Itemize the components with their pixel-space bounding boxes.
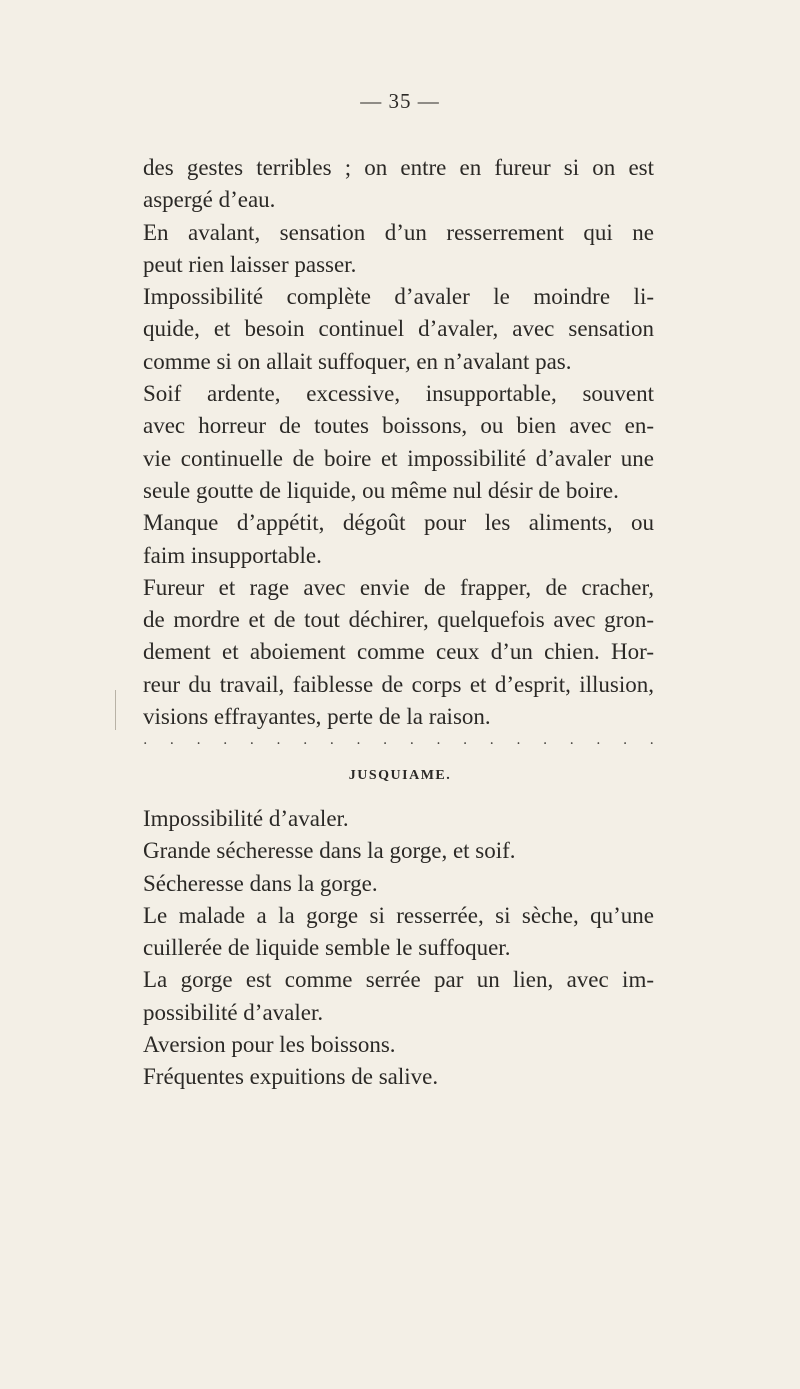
text-line: quide, et besoin continuel d’avaler, avec sensation [143,316,654,342]
page-number: — 35 — [360,89,440,113]
text-line: Fureur et rage avec envie de frapper, de cracher, [143,574,654,600]
text-line: Aversion pour les boissons. [143,1032,396,1058]
text-line: peut rien laisser passer. [143,251,357,277]
separator-dot: . [516,732,521,748]
text-line: cuillerée de liquide semble le suffoquer. [143,935,511,961]
separator-dot: . [196,732,201,748]
separator-dot: . [382,732,388,748]
separator-dot: . [143,732,148,748]
separator-dot: . [489,732,494,748]
separator-dot: . [596,732,601,748]
body-text-bottom [143,803,654,1094]
separator-dot: . [356,732,361,748]
text-line: de mordre et de tout déchirer, quelquefois avec gron- [143,607,654,633]
separator-dot: . [649,732,654,748]
text-line: comme si on allait suffoquer, en n’avalant pas. [143,348,572,374]
text-line: avec horreur de toutes boissons, ou bien avec en- [143,413,654,439]
text-line: Soif ardente, excessive, insupportable, souvent [143,381,654,407]
section-heading: JUSQUIAME. [348,768,452,783]
separator-dot: . [569,732,574,748]
separator-dot: . [436,732,441,748]
text-line: Manque d’appétit, dégoût pour les aliments, ou [143,510,654,536]
separator-dot: . [222,732,228,748]
text-line: Grande sécheresse dans la gorge, et soif. [143,838,516,864]
text-line: aspergé d’eau. [143,187,276,213]
separator-dot: . [622,732,628,748]
text-line: faim insupportable. [143,542,322,568]
text-line: En avalant, sensation d’un resserrement qui ne [143,219,654,245]
margin-mark [115,690,116,730]
text-line: La gorge est comme serrée par un lien, avec im- [143,967,654,993]
separator-dot: . [302,732,308,748]
text-line: Fréquentes expuitions de salive. [143,1064,439,1090]
body-text-top [143,152,654,733]
separator-dot: . [276,732,281,748]
text-line: seule goutte de liquide, ou même nul désir de boire. [143,477,619,503]
text-line: Impossibilité d’avaler. [143,806,349,831]
separator-dots [143,732,654,748]
text-line: possibilité d’avaler. [143,999,324,1025]
text-line: Le malade a la gorge si resserrée, si sèche, qu’une [143,902,654,928]
separator-dot: . [462,732,468,748]
separator-dot: . [329,732,335,748]
text-line: visions effrayantes, perte de la raison. [143,704,491,730]
text-line: dement et aboiement comme ceux d’un chien. Hor- [143,639,654,665]
separator-dot: . [542,732,548,748]
separator-dot: . [409,732,415,748]
separator-dot: . [249,732,255,748]
text-line: vie continuelle de boire et impossibilité d’avaler une [143,445,654,471]
text-line: reur du travail, faiblesse de corps et d’esprit, illusion, [143,671,654,697]
text-line: Impossibilité complète d’avaler le moindre li- [143,284,654,310]
text-line: des gestes terribles ; on entre en fureur si on est [143,155,654,180]
separator-dot: . [169,732,175,748]
text-line: Sécheresse dans la gorge. [143,870,378,896]
